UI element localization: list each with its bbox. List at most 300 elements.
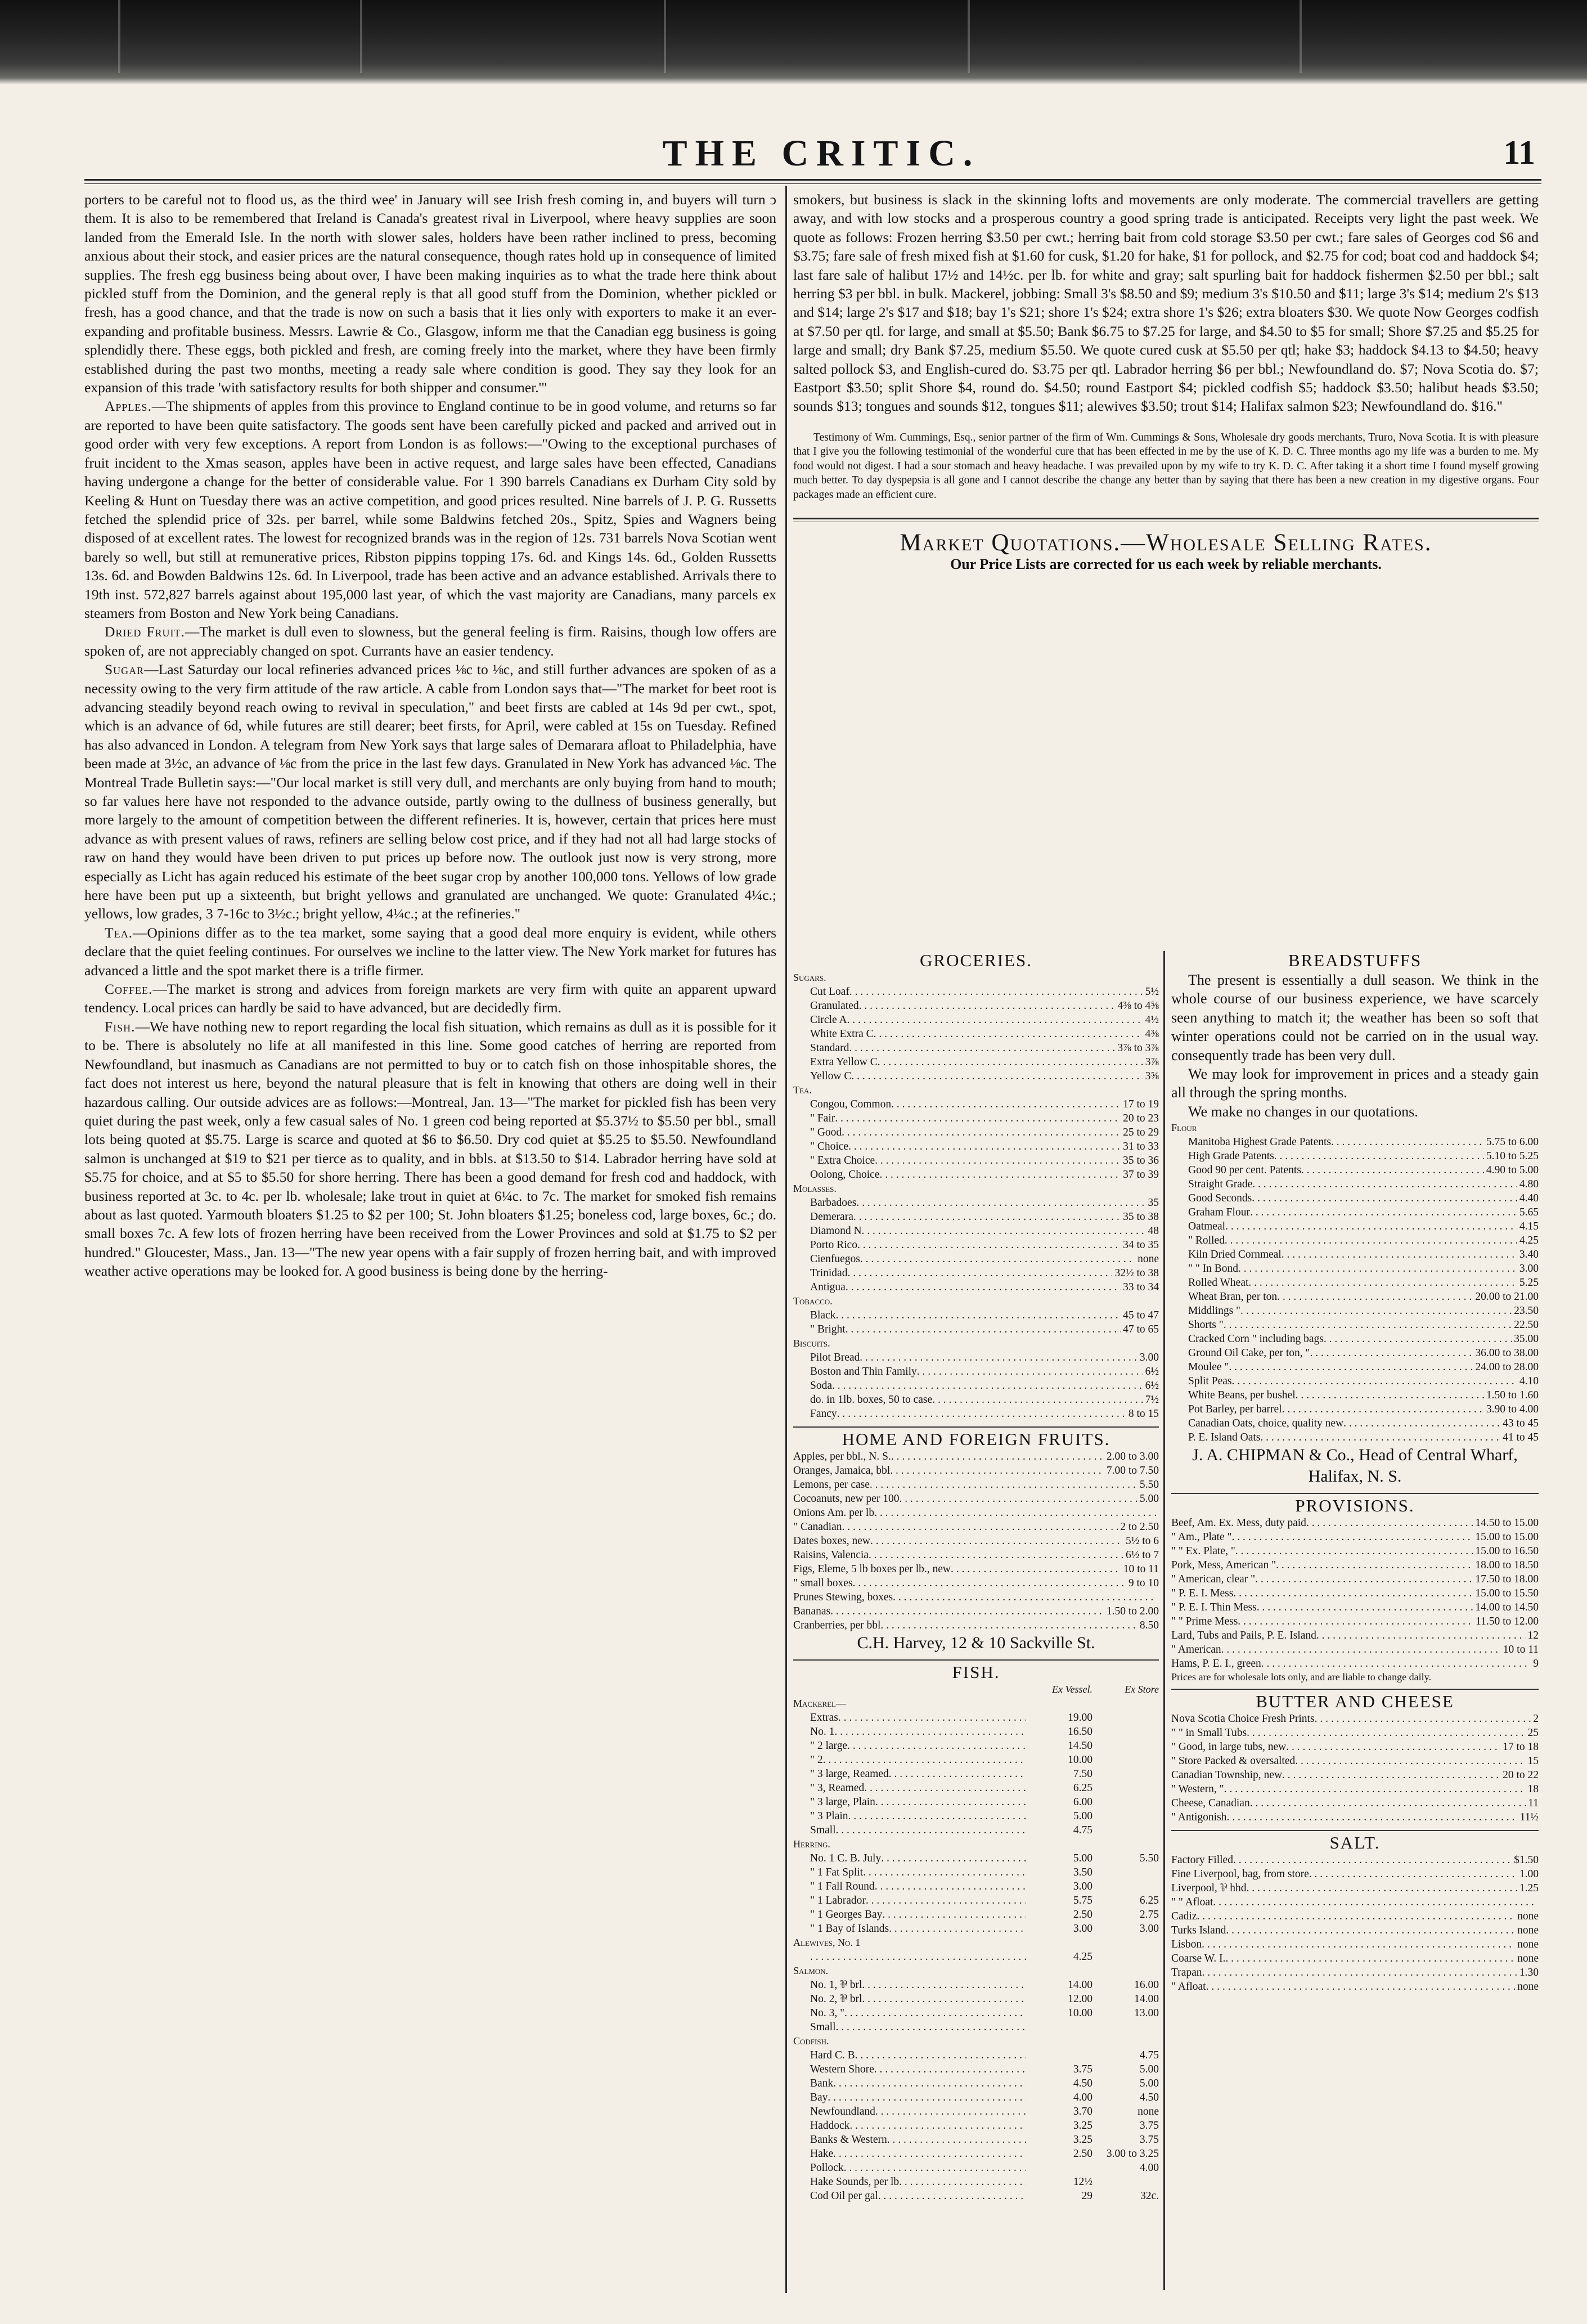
item-name: Standard: [810, 1042, 849, 1054]
article-paragraph: Fish.—We have nothing new to report regarding the local fish situation, which remains as dull as it is possible for it to be. There is absolutely no life at all manifested in this line. Some good catches of herring are reported from Newfoundland, but inasmuch as Canadians are not permitted to buy or to catch fish on those inhospitable shores, the fact does not interest us here, beyond the natural pleasure that is felt in knowing that others are doing well in their hazardous calling. Our outside advices are as follows:—Montreal, Jan. 13—"The market for pickled fish has been very quiet during the past week, only a few casual sales of No. 1 green cod being reported at $5.37½ to $5.50 per bbl., small lots being quoted at $5.75. Large is scarce and quoted at $6 to $6.50. Dry cod quiet at $5.25 to $5.50. Newfoundland salmon is unchanged at $19 to $21 per tierce as to quality, and in bbls. at $13.50 to $14. Labrador herring have sold at $5.75 for choice, and at $5 to $5.50 for shore herring. There has been a good demand for fresh cod and haddock, with business reported at 3c. to 4c. per lb. wholesale; lake trout in quiet at 6¼c. to 7c. The market for smoked fish remains about as last quoted. Yarmouth bloaters $1.25 to $2 per 100; St. John bloaters $1.25; boneless cod, large boxes, 6c.; do. small boxes 7c. A few lots of frozen herring have been received from the Lower Provinces and sold at $1.75 to $2 per hundred." Gloucester, Mass., Jan. 13—"The new year opens with a fair supply of frozen herring bait, and with improved weather active operations may be looked for. A good business is being done by the herring-: [84, 1018, 776, 1280]
item-name: " Good: [810, 1127, 842, 1138]
item-name: " 3, Reamed: [810, 1782, 865, 1794]
item-price: 4.00: [1139, 2162, 1159, 2174]
price-row: [793, 1576, 1159, 1590]
price-row: [793, 2020, 1159, 2034]
item-price: 5½: [1145, 986, 1159, 998]
price-row: [1171, 1726, 1539, 1740]
item-price: 3.00 to 3.25: [1106, 2148, 1159, 2160]
provisions-heading: PROVISIONS.: [1295, 1496, 1415, 1516]
item-name: Trapan: [1171, 1967, 1202, 1979]
category-label: Tobacco.: [793, 1295, 833, 1307]
right-article-column: [793, 190, 1539, 578]
item-name: Prunes Stewing, boxes: [793, 1591, 893, 1603]
price-row: [1171, 1881, 1539, 1895]
price-row: [1171, 1740, 1539, 1754]
price-row: [793, 2076, 1159, 2090]
item-price: 7½: [1145, 1394, 1159, 1406]
item-price: 2 to 2.50: [1120, 1521, 1159, 1533]
item-name: Bananas: [793, 1605, 831, 1617]
item-name: No. 1 C. B. July: [810, 1852, 882, 1864]
item-price: 4.10: [1519, 1375, 1539, 1388]
item-price: 3.75: [1073, 2063, 1093, 2075]
item-price: [1026, 2161, 1093, 2175]
item-name: No. 1: [810, 1726, 835, 1738]
item-name: Straight Grade: [1188, 1178, 1253, 1191]
item-price: [1093, 2175, 1159, 2189]
price-row: [1171, 1149, 1539, 1163]
item-price: 15.00 to 15.00: [1475, 1531, 1539, 1544]
category-label: Codfish.: [793, 2035, 829, 2047]
item-price: 32c.: [1140, 2190, 1159, 2202]
item-name: " American, clear ": [1171, 1573, 1256, 1586]
item-price: 5.00: [1073, 1852, 1093, 1864]
price-row: [1171, 1614, 1539, 1628]
price-row: [793, 1308, 1159, 1322]
item-name: No. 2, ⅌ brl: [810, 1993, 862, 2005]
price-row: [1171, 1796, 1539, 1810]
price-row: [1171, 1643, 1539, 1657]
price-row: [1171, 1416, 1539, 1430]
price-row: [793, 1879, 1159, 1894]
item-price: 35 to 38: [1123, 1211, 1159, 1223]
item-name: Newfoundland: [810, 2106, 875, 2117]
item-price: 3.70: [1073, 2106, 1093, 2117]
price-row: [793, 2119, 1159, 2133]
item-name: " " in Small Tubs: [1171, 1727, 1247, 1739]
item-name: Cienfuegos: [810, 1253, 860, 1265]
price-row: [793, 1851, 1159, 1865]
item-name: Haddock: [810, 2120, 850, 2132]
item-name: " P. E. I. Thin Mess: [1171, 1601, 1257, 1614]
item-name: Graham Flour: [1188, 1206, 1250, 1219]
item-price: 3.00: [1519, 1263, 1539, 1275]
item-name: Cadiz: [1171, 1910, 1197, 1923]
item-name: Apples, per bbl., N. S.: [793, 1451, 891, 1462]
price-row: [1171, 1388, 1539, 1402]
item-price: 17.50 to 18.00: [1475, 1573, 1539, 1586]
item-price: 4.75: [1139, 2049, 1159, 2061]
item-price: 4.15: [1519, 1221, 1539, 1233]
item-name: " 1 Fat Split: [810, 1867, 864, 1878]
item-price: 3⅝: [1145, 1070, 1159, 1082]
item-price: 2.50: [1073, 1909, 1093, 1921]
item-name: Liverpool, ⅌ hhd: [1171, 1882, 1247, 1895]
section-runin-heading: Coffee.: [105, 981, 153, 998]
price-row: [793, 1125, 1159, 1139]
item-name: Lisbon: [1171, 1939, 1202, 1951]
item-name: Nova Scotia Choice Fresh Prints: [1171, 1713, 1315, 1725]
price-row: [793, 1393, 1159, 1407]
item-price: 8.50: [1139, 1619, 1159, 1631]
quotations-title: Market Quotations.—Wholesale Selling Rates.: [900, 530, 1432, 557]
price-row: [793, 2147, 1159, 2161]
item-name: Raisins, Valencia: [793, 1549, 869, 1561]
price-row: [1171, 1276, 1539, 1290]
item-price: 10.00: [1068, 2007, 1093, 2019]
price-row: [793, 2161, 1159, 2175]
fish-column-headers: [793, 1683, 1159, 1697]
price-row: [793, 1322, 1159, 1336]
item-price: 48: [1148, 1225, 1159, 1237]
item-name: Barbadoes: [810, 1197, 857, 1209]
item-price: 12: [1527, 1630, 1539, 1642]
item-name: Trinidad: [810, 1267, 848, 1279]
price-row: [793, 1139, 1159, 1154]
item-name: " Good, in large tubs, new: [1171, 1741, 1287, 1753]
category-label: Mackerel—: [793, 1698, 846, 1709]
breadstuffs-commentary: The present is essentially a dull season. We think in the whole course of our business experience, we have scarcely seen anything to match it; the weather has been so soft that winter operations could not be carried on in the usual way. consequently trade has been very dull. We may look for improvement in prices and a steady gain all through the spring months. We make no changes in our quotations.: [1171, 972, 1539, 1120]
item-name: Good 90 per cent. Patents: [1188, 1164, 1301, 1177]
item-name: Beef, Am. Ex. Mess, duty paid: [1171, 1517, 1306, 1529]
item-price: [1093, 1725, 1159, 1739]
price-row: [1171, 1895, 1539, 1909]
category-label: Biscuits.: [793, 1338, 830, 1349]
price-row: [1171, 1262, 1539, 1276]
item-name: Granulated: [810, 1000, 859, 1012]
price-row: [793, 1809, 1159, 1823]
price-row: [1171, 1712, 1539, 1726]
quotations-divider: [1163, 951, 1165, 2290]
section-runin-heading: Sugar: [105, 661, 145, 678]
item-name: Pork, Mess, American ": [1171, 1559, 1276, 1572]
item-name: Canadian Oats, choice, quality new: [1188, 1417, 1344, 1430]
price-row: [793, 1027, 1159, 1041]
article-paragraph: Tea.—Opinions differ as to the tea market, some saying that a good deal more enquiry is evident, while others declare that the quiet feeling continues. For ourselves we incline to the latter view. The New York market for futures has advanced a little and the spot market there is a trifle firmer.: [84, 924, 776, 979]
price-row: [793, 1725, 1159, 1739]
item-price: 3.00: [1139, 1923, 1159, 1935]
item-price: [1093, 1753, 1159, 1767]
item-name: Porto Rico: [810, 1239, 857, 1251]
item-price: 35.00: [1514, 1333, 1539, 1345]
item-price: 23.50: [1514, 1305, 1539, 1317]
item-price: none: [1517, 1939, 1539, 1951]
article-paragraph: Apples.—The shipments of apples from this province to England continue to be in good volume, and returns so far are reported to have been quite satisfactory. The goods sent have been carefully picked and packed and arrived out in good order with very few exceptions. A report from London is as follows:—"Owing to the exceptional purchases of fruit incident to the Xmas season, apples have been in active request, and large sales have been effected, Canadians having undergone a change for the better of considerable value. For 1 390 barrels Canadians ex Durham City sold by Keeling & Hunt on Tuesday there was an active competition, and good prices resulted. Nine barrels of J. P. G. Russetts fetched the splendid price of 32s. per barrel, while some Baldwins fetched 20s., Spitz, Spies and Wagners being disposed of at excellent rates. The lowest for recognized brands was in the region of 12s. 731 barrels Nova Scotian went barely so well, but still at remunerative prices, Ribston pippins topping 17s. 6d. and Kings 14s. 6d., Golden Russetts 13s. 6d. and Bowden Baldwins 12s. 6d. In Liverpool, trade has been active and an advance established. Arrivals there to 19th inst. 572,827 barrels against about 195,000 last year, of which the vast majority are Canadians, many parcels ex steamers from Boston and New York being Canadians.: [84, 398, 776, 621]
price-row: [1171, 1248, 1539, 1262]
price-row: [793, 1562, 1159, 1576]
item-price: 6.25: [1139, 1895, 1159, 1906]
item-price: 10.00: [1068, 1754, 1093, 1766]
item-price: 14.00 to 14.50: [1475, 1601, 1539, 1614]
divider: [1171, 1830, 1539, 1831]
item-price: 17 to 19: [1123, 1098, 1159, 1110]
item-name: Hake Sounds, per lb: [810, 2176, 900, 2188]
price-row: [1171, 1219, 1539, 1233]
item-name: Oatmeal: [1188, 1221, 1226, 1233]
item-name: Cracked Corn " including bags: [1188, 1333, 1324, 1345]
quotations-subtitle: Our Price Lists are corrected for us each week by reliable merchants.: [950, 555, 1382, 572]
item-price: 14.50: [1068, 1740, 1093, 1752]
item-price: 3.90 to 4.00: [1486, 1403, 1539, 1416]
item-price: 4.80: [1519, 1178, 1539, 1191]
item-price: 5.75 to 6.00: [1486, 1136, 1539, 1148]
price-row: [1171, 1290, 1539, 1304]
item-name: Hard C. B: [810, 2049, 855, 2061]
item-name: " " Prime Mess: [1171, 1616, 1238, 1628]
item-price: [1536, 1895, 1539, 1909]
item-price: 9: [1533, 1658, 1539, 1670]
item-name: Small: [810, 2021, 836, 2033]
item-price: [1093, 1950, 1159, 1964]
price-row: [793, 1351, 1159, 1365]
item-name: Circle A: [810, 1014, 847, 1026]
item-price: 3.40: [1519, 1249, 1539, 1261]
item-name: Black: [810, 1309, 836, 1321]
item-name: Boston and Thin Family: [810, 1366, 917, 1378]
item-price: 16.50: [1068, 1726, 1093, 1738]
masthead: [0, 132, 1587, 174]
price-row: [1171, 1951, 1539, 1966]
price-row: [793, 1013, 1159, 1027]
item-price: 2.50: [1073, 2148, 1093, 2160]
price-row: [793, 2048, 1159, 2062]
item-name: Lard, Tubs and Pails, P. E. Island: [1171, 1630, 1316, 1642]
item-name: Cut Loaf: [810, 986, 849, 998]
price-row: [793, 1604, 1159, 1618]
item-name: Bank: [810, 2078, 834, 2089]
price-row: [1171, 1980, 1539, 1994]
price-row: [1171, 1233, 1539, 1248]
item-name: Ground Oil Cake, per ton, ": [1188, 1347, 1310, 1360]
item-name: Fancy: [810, 1408, 837, 1420]
item-price: 2.00 to 3.00: [1106, 1451, 1159, 1462]
item-name: Figs, Eleme, 5 lb boxes per lb., new: [793, 1563, 951, 1575]
item-name: Congou, Common: [810, 1098, 892, 1110]
price-row: [793, 2090, 1159, 2105]
item-name: " Afloat: [1171, 1981, 1206, 1993]
item-price: 34 to 35: [1123, 1239, 1159, 1251]
page-number: 11: [1503, 134, 1535, 171]
item-price: 4.25: [1073, 1951, 1093, 1963]
item-price: 4½: [1145, 1014, 1159, 1026]
price-row: [1171, 1966, 1539, 1980]
groceries-list: [793, 971, 1159, 1421]
item-price: 7.50: [1073, 1768, 1093, 1780]
groceries-heading: GROCERIES.: [920, 950, 1032, 970]
item-name: Turks Island: [1171, 1924, 1226, 1937]
item-price: 25 to 29: [1123, 1127, 1159, 1138]
price-row: [793, 1055, 1159, 1069]
item-price: 15.00 to 16.50: [1475, 1545, 1539, 1558]
item-price: 4.00: [1073, 2092, 1093, 2103]
fruits-advertiser: C.H. Harvey, 12 & 10 Sackville St.: [857, 1634, 1095, 1652]
price-row: [1171, 1657, 1539, 1671]
item-name: Onions Am. per lb: [793, 1507, 875, 1519]
item-price: 4.40: [1519, 1192, 1539, 1205]
price-row: [793, 1365, 1159, 1379]
item-price: 4.25: [1519, 1235, 1539, 1247]
price-row: [1171, 1430, 1539, 1444]
price-row: [793, 1767, 1159, 1781]
price-row: [1171, 1558, 1539, 1572]
item-name: Pot Barley, per barrel: [1188, 1403, 1282, 1416]
item-name: Manitoba Highest Grade Patents: [1188, 1136, 1331, 1148]
item-price: 43 to 45: [1503, 1417, 1539, 1430]
price-row: [793, 2189, 1159, 2203]
item-name: Small: [810, 1824, 836, 1836]
article-paragraph: Dried Fruit.—The market is dull even to slowness, but the general feeling is firm. Raisins, though low offers are spoken of, are not appreciably changed on spot. Currants have an easier tendency.: [84, 623, 776, 659]
item-name: Yellow C: [810, 1070, 852, 1082]
price-row: [1171, 1177, 1539, 1191]
item-price: 3.25: [1073, 2134, 1093, 2146]
item-name: " Rolled: [1188, 1235, 1225, 1247]
price-row: [793, 1379, 1159, 1393]
item-price: 18: [1527, 1783, 1539, 1796]
quotations-right-column: [1171, 951, 1539, 1994]
price-row: [793, 1407, 1159, 1421]
item-price: 5.10 to 5.25: [1486, 1150, 1539, 1163]
price-row: [793, 1922, 1159, 1936]
item-price: 47 to 65: [1123, 1323, 1159, 1335]
price-row: [793, 1978, 1159, 1992]
price-row: [793, 2133, 1159, 2147]
price-row: [1171, 1572, 1539, 1586]
item-name: High Grade Patents: [1188, 1150, 1274, 1163]
category-label: Alewives, No. 1: [793, 1937, 861, 1948]
item-price: 5.00: [1139, 2078, 1159, 2089]
provisions-list: [1171, 1516, 1539, 1671]
item-price: 3.75: [1139, 2120, 1159, 2132]
item-name: White Extra C: [810, 1028, 874, 1040]
price-row: [793, 1252, 1159, 1266]
item-price: 25: [1527, 1727, 1539, 1739]
item-price: 7.00 to 7.50: [1106, 1465, 1159, 1477]
salt-heading: SALT.: [1329, 1833, 1381, 1853]
item-price: none: [1517, 1953, 1539, 1965]
price-row: [1171, 1135, 1539, 1149]
price-row: [1171, 1318, 1539, 1332]
item-price: [1093, 1795, 1159, 1809]
item-name: " Antigonish: [1171, 1811, 1227, 1824]
item-price: 20 to 23: [1123, 1112, 1159, 1124]
article-paragraph: Sugar—Last Saturday our local refineries advanced prices ⅛c to ⅛c, and still further advances are spoken of as a necessity owing to the very firm attitude of the raw article. A cable from London says that—"The market for beet root is advancing steadily beyond reach owing to revival in speculation," and beet firsts are cabled at 14s 9d per cwt., spot, which is an advance of 6d, while futures are still dearer; beet firsts, for April, were cabled at 15s on Tuesday. Refined has also advanced in London. A telegram from New York says that large sales of Demarara afloat to Philadelphia, have been made at 3½c, an advance of ⅛c from the price in the last few days. Granulated in New York has advanced ⅛c. The Montreal Trade Bulletin says:—"Our local market is still very dull, and merchants are only buying from hand to mouth; so far values here have not responded to the advance outside, partly owing to the dullness of business generally, but more largely to the amount of competition between the different refineries. It is, however, certain that prices here must advance as with present values of raws, refiners are selling below cost price, and if they had not all had large stocks of raw on hand they would have been driven to put prices up before now. The outlook just now is very strong, more especially as Licht has again reduced his estimate of the beet sugar crop by another 100,000 tons. Yellows of low grade here have been put up a sixteenth, but bright yellows and granulated are unchanged. We quote: Granulated 4¼c.; yellows, low grades, 3 7-16c to 3½c.; bright yellow, 4¼c.; at the refineries.": [84, 661, 776, 922]
item-price: none: [1138, 1253, 1159, 1265]
price-row: [793, 1154, 1159, 1168]
item-name: Canadian Township, new: [1171, 1769, 1283, 1782]
kdc-testimonial: Testimony of Wm. Cummings, Esq., senior partner of the firm of Wm. Cummings & Sons, Wholesale dry goods merchants, Truro, Nova Scotia. It is with pleasure that I give you the following testimonial of the wonderful cure that has been effected in me by the use of K. D. C. Three months ago my life was a burden to me. My food would not digest. I had a sour stomach and heavy headache. I was prevailed upon by my wife to try K. D. C. After taking it a short time I found myself growing much better. To day dyspepsia is all gone and I cannot describe the change any better than by saying that there has been a new creation in my digestive organs. Four packages made an efficient cure.: [793, 431, 1539, 501]
price-row: [793, 1069, 1159, 1083]
item-price: 4.90 to 5.00: [1486, 1164, 1539, 1177]
item-name: Banks & Western: [810, 2134, 887, 2146]
item-name: Lemons, per case: [793, 1479, 870, 1491]
price-row: [793, 1196, 1159, 1210]
item-price: [1026, 2020, 1093, 2034]
price-row: [793, 1865, 1159, 1879]
item-price: [1093, 1739, 1159, 1753]
item-price: 11.50 to 12.00: [1476, 1616, 1539, 1628]
item-price: none: [1517, 1910, 1539, 1923]
item-price: 35 to 36: [1123, 1155, 1159, 1167]
price-row: [793, 1041, 1159, 1055]
price-row: [1171, 1205, 1539, 1219]
price-row: [1171, 1332, 1539, 1346]
item-name: " Choice: [810, 1141, 849, 1152]
price-row: [793, 985, 1159, 999]
price-row: [793, 1478, 1159, 1492]
salt-list: [1171, 1853, 1539, 1994]
item-name: " 3 large, Reamed: [810, 1768, 889, 1780]
item-name: Extra Yellow C: [810, 1056, 878, 1068]
item-price: 15: [1527, 1755, 1539, 1767]
item-price: 2: [1533, 1713, 1539, 1725]
item-price: [1093, 1711, 1159, 1725]
item-price: 5.00: [1139, 2063, 1159, 2075]
item-name: Extras: [810, 1712, 838, 1724]
item-price: 6½: [1145, 1380, 1159, 1392]
scanned-top-band: [0, 0, 1587, 84]
item-price: 1.25: [1519, 1882, 1539, 1895]
item-name: Soda: [810, 1380, 832, 1392]
price-row: [793, 1097, 1159, 1111]
item-name: " Canadian: [793, 1521, 842, 1533]
ex-store-header: Ex Store: [1125, 1684, 1159, 1695]
item-price: 5.75: [1073, 1895, 1093, 1906]
item-price: none: [1517, 1981, 1539, 1993]
item-name: " Bright: [810, 1323, 846, 1335]
item-price: 14.00: [1068, 1979, 1093, 1991]
item-price: 12.00: [1068, 1993, 1093, 2005]
price-row: [1171, 1304, 1539, 1318]
item-price: 31 to 33: [1123, 1141, 1159, 1152]
item-name: No. 1, ⅌ brl: [810, 1979, 862, 1991]
provisions-note: Prices are for wholesale lots only, and are liable to change daily.: [1171, 1671, 1431, 1683]
item-price: 35: [1148, 1197, 1159, 1209]
item-name: Wheat Bran, per ton: [1188, 1291, 1278, 1303]
item-price: 3.00: [1073, 1923, 1093, 1935]
flour-category: Flour: [1171, 1122, 1197, 1134]
item-price: [1093, 1879, 1159, 1894]
item-name: Western Shore: [810, 2063, 874, 2075]
item-price: 5.50: [1139, 1852, 1159, 1864]
column-divider: [785, 186, 787, 2293]
category-label: Sugars.: [793, 972, 826, 983]
item-price: 3.50: [1073, 1867, 1093, 1878]
item-price: 33 to 34: [1123, 1281, 1159, 1293]
item-price: 29: [1081, 2190, 1093, 2202]
price-row: [793, 1908, 1159, 1922]
item-price: 36.00 to 38.00: [1475, 1347, 1539, 1360]
item-name: Shorts ": [1188, 1319, 1224, 1331]
article-paragraph: Coffee.—The market is strong and advices from foreign markets are very firm with quite an apparent upward tendency. Local prices can hardly be said to have advanced, but are decidedly firm.: [84, 981, 776, 1016]
item-price: 19.00: [1068, 1712, 1093, 1724]
item-price: 8 to 15: [1128, 1408, 1159, 1420]
price-row: [1171, 1402, 1539, 1416]
price-row: [793, 1950, 1159, 1964]
item-price: 14.00: [1134, 1993, 1159, 2005]
item-name: " American: [1171, 1644, 1221, 1656]
item-name: " 3 Plain: [810, 1810, 848, 1822]
price-row: [1171, 1346, 1539, 1360]
price-row: [793, 1111, 1159, 1125]
item-name: Rolled Wheat: [1188, 1277, 1249, 1289]
price-row: [793, 1795, 1159, 1809]
item-name: " 1 Georges Bay: [810, 1909, 883, 1921]
item-name: [793, 1950, 810, 1964]
item-price: 37 to 39: [1123, 1169, 1159, 1181]
item-price: 12½: [1073, 2176, 1093, 2188]
item-name: " 2 large: [810, 1740, 848, 1752]
header-rule: [84, 179, 1541, 184]
price-row: [1171, 1937, 1539, 1951]
item-name: " 2: [810, 1754, 823, 1766]
item-price: 16.00: [1134, 1979, 1159, 1991]
section-runin-heading: Dried Fruit.: [105, 623, 185, 640]
price-row: [793, 1590, 1159, 1604]
price-row: [793, 1492, 1159, 1506]
price-row: [1171, 1768, 1539, 1782]
item-name: Hake: [810, 2148, 834, 2160]
item-price: [1157, 1590, 1159, 1604]
